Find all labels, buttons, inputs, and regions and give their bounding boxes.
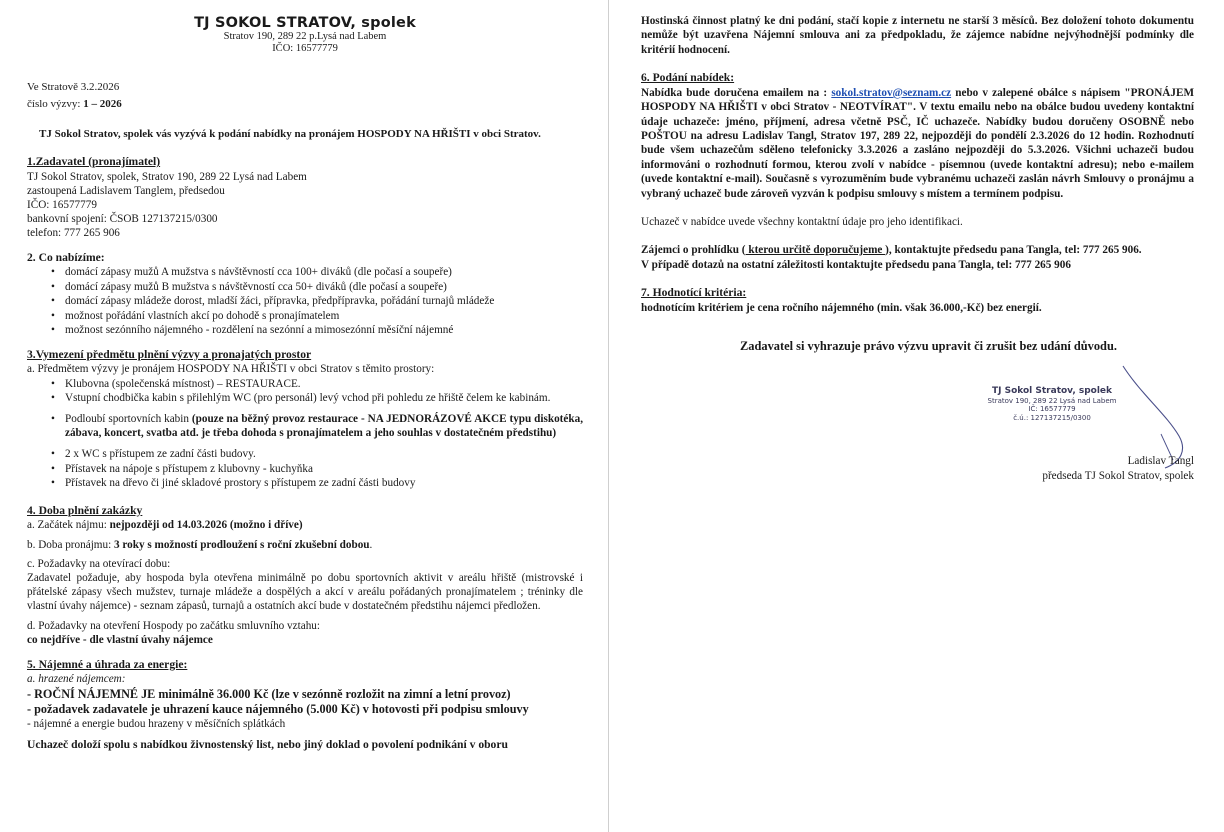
email-link[interactable]: sokol.stratov@seznam.cz [831, 86, 952, 99]
list-item: • možnost pořádání vlastních akcí po dohodě s pronajímatelem [51, 309, 583, 324]
list-item: • Přístavek na dřevo či jiné skladové prostory s přístupem ze zadní části budovy [51, 476, 583, 491]
s4-c-label: c. Požadavky na otevírací dobu: [27, 557, 171, 570]
s4-b-value: 3 roky s možností prodloužení s roční zkušební dobou [114, 538, 370, 551]
item-b-plain: Podloubí sportovních kabin [65, 412, 192, 425]
place-date: Ve Stratově 3.2.2026 [27, 80, 120, 93]
s4-b-label: b. Doba pronájmu: [27, 538, 114, 551]
meta-block [27, 79, 583, 113]
s1-line: IČO: 16577779 [27, 198, 97, 211]
list-item: • možnost sezónního nájemného - rozdělení na sezónní a mimosezónní měsíční nájemné [51, 323, 583, 338]
s5-a-label: a. hrazené nájemcem: [27, 673, 126, 686]
signer-block [1042, 454, 1194, 483]
section-3-list-a [51, 377, 583, 406]
stamp-name: TJ Sokol Stratov, spolek [991, 386, 1113, 396]
s4-c-text: Zadavatel požaduje, aby hospoda byla otevřena minimálně po dobu sportovních aktivit v areálu hřiště (mistrovské i přátelské zápasy všech mužstev, turnaje mládeže a dospělých a akcí v areálu pořádaných pronajímatelem ; tréninky dle vlastní úvahy nájemce) - seznam zápasů, turnajů a ostatních akcí bude v dostatečném předstihu nájemci předložen. [27, 571, 583, 613]
section-3-title-text: 3.Vymezení předmětu plnění výzvy a pronajatých prostor [27, 347, 312, 361]
stamp-ic: IČ: 16577779 [1028, 405, 1076, 414]
s4-a-line [27, 518, 583, 532]
continuation-text: Hostinská činnost platný ke dni podání, stačí kopie z internetu ne starší 3 měsíců. Bez doložení tohoto dokumentu nemůže být uzavřena Nájemní smlouva ani za předpokladu, že zájemce nabídne nejvýhodnější podmínky dle kritérií hodnocení. [641, 15, 1194, 56]
list-item: • Klubovna (společenská místnost) – RESTAURACE. [51, 377, 583, 392]
reservation-statement: Zadavatel si vyhrazuje právo výzvu upravit či zrušit bez udání důvodu. [740, 339, 1117, 354]
item-b-bold: (pouze na běžný provoz restaurace - NA JEDNORÁZOVÉ AKCE typu diskotéka, zábava, koncert, svatba atd. je třeba dohoda s pronajímatelem a jeho souhlas v dostatečném předstihu) [65, 412, 583, 440]
s4-b-line [27, 538, 583, 552]
s5-line-1: - ROČNÍ NÁJEMNÉ JE minimálně 36.000 Kč (lze v sezónně rozložit na zimní a letní provoz) [27, 686, 511, 701]
section-2-list [51, 265, 583, 338]
section-1-title-text: 1.Zadavatel (pronajímatel) [27, 155, 161, 168]
visit-post: ), kontaktujte předsedu pana Tangla, tel: 777 265 906. [885, 244, 1142, 257]
org-name: TJ SOKOL STRATOV, spolek [194, 15, 416, 31]
section-4-title [27, 504, 583, 519]
call-number: 1 – 2026 [83, 97, 122, 110]
visit-line [641, 243, 1194, 257]
contact-note: Uchazeč v nabídce uvede všechny kontaktní údaje pro jeho identifikaci. [641, 215, 963, 228]
s4-d-value: co nejdříve - dle vlastní úvahy nájemce [27, 633, 213, 646]
s1-line: telefon: 777 265 906 [27, 227, 120, 240]
section-5-title-text: 5. Nájemné a úhrada za energie: [27, 657, 188, 671]
visit-underlined: kterou určitě doporučujeme [745, 244, 886, 257]
organization-stamp [987, 386, 1117, 422]
call-label: číslo výzvy: [27, 97, 84, 110]
visit-pre: Zájemci o prohlídku ( [641, 244, 746, 257]
section-6-title [641, 71, 1194, 86]
s5-line-2: - požadavek zadavatele je uhrazení kauce nájemného (5.000 Kč) v hotovosti při podpisu smlouvy [27, 701, 529, 716]
s4-b-tail: . [369, 538, 373, 551]
section-5-title [27, 658, 583, 673]
left-page [27, 14, 583, 752]
s1-line: TJ Sokol Stratov, spolek, Stratov 190, 289 22 Lysá nad Labem [27, 170, 307, 183]
s5-line-3: - nájemné a energie budou hrazeny v měsíčních splátkách [27, 717, 286, 730]
list-item: • 2 x WC s přístupem ze zadní části budovy. [51, 447, 583, 462]
call-number-line [27, 96, 583, 113]
s1-line: bankovní spojení: ČSOB 127137215/0300 [27, 213, 218, 226]
s6-post: nebo v zalepené obálce s nápisem "PRONÁJEM HOSPODY NA HŘIŠTI v obci Stratov - NEOTVÍRAT". V textu emailu nebo na obálce budou uvedeny kontaktní údaje uchazeče: jméno, příjmení, adresa včetně PSČ, IČ uchazeče. Nabídky budou doručeny OSOBNĚ nebo POŠTOU na adresu Ladislav Tangl, Stratov 197, 289 22, nejpozději do pondělí 2.3.2026 do 12 hodin. Rozhodnutí bude všem uchazečům sděleno telefonicky 3.3.2026 a zasláno nejpozději do 5.3.2026. Všichni uchazeči budou informováni o rozhodnutí formou, kterou zvolí v nabídce - písemnou (uvede kontaktní adresu); nebo e-mailem (uvede kontaktní e-mail). Současně s vyrozuměním bude vybranému uchazeči zaslán návrh Smlouvy o pronájmu a vybraný uchazeč bude zároveň vyzván k podpisu smlouvy s místem a termínem podpisu. [641, 86, 1195, 200]
section-1-title [27, 155, 583, 170]
list-item [51, 412, 583, 441]
right-page [641, 14, 1195, 482]
section-1-body [27, 170, 583, 241]
stamp-address: Stratov 190, 289 22 Lysá nad Labem [987, 397, 1117, 405]
list-item: • domácí zápasy mládeže dorost, mladší žáci, přípravka, předpřípravka, pořádání turnajů mládeže [51, 294, 583, 309]
section-6-title-text: 6. Podání nabídek: [641, 71, 735, 85]
list-item: • Přístavek na nápoje s přístupem z klubovny - kuchyňka [51, 462, 583, 477]
section-7-title-text: 7. Hodnotící kritéria: [641, 286, 747, 300]
intro-text: TJ Sokol Stratov, spolek vás vyzývá k podání nabídky na pronájem HOSPODY NA HŘIŠTI v obci Stratov. [39, 127, 541, 140]
section-3-list-b [51, 412, 583, 441]
s4-a-label: a. Začátek nájmu: [27, 519, 110, 532]
section-3-lead: a. Předmětem výzvy je pronájem HOSPODY NA HŘIŠTI v obci Stratov s těmito prostory: [27, 363, 435, 376]
s4-a-value: nejpozději od 14.03.2026 (možno i dříve) [109, 519, 303, 532]
section-7-text: hodnotícím kritériem je cena ročního nájemného (min. však 36.000,-Kč) bez energií. [641, 301, 1042, 314]
questions-line: V případě dotazů na ostatní záležitosti kontaktujte předsedu pana Tangla, tel: 777 265 906 [641, 258, 1071, 271]
section-6-body [641, 86, 1194, 201]
list-item: • domácí zápasy mužů B mužstva s návštěvností cca 50+ diváků (dle počasí a soupeře) [51, 280, 583, 295]
s4-d-label: d. Požadavky na otevření Hospody po začátku smluvního vztahu: [27, 619, 320, 632]
s6-pre: Nabídka bude doručena emailem na : [641, 86, 832, 99]
org-ico: IČO: 16577779 [272, 42, 338, 54]
s1-line: zastoupená Ladislavem Tanglem, předsedou [27, 184, 225, 197]
page-divider [608, 0, 609, 832]
section-3-list-c [51, 447, 583, 491]
s5-closing: Uchazeč doloží spolu s nabídkou živnostenský list, nebo jiný doklad o povolení podnikání v oboru [27, 737, 508, 751]
org-address: Stratov 190, 289 22 p.Lysá nad Labem [223, 30, 387, 42]
section-4-title-text: 4. Doba plnění zakázky [27, 503, 143, 517]
section-2-title: 2. Co nabízíme: [27, 250, 105, 264]
signer-name: Ladislav Tangl [1127, 455, 1194, 467]
list-item: • Vstupní chodbička kabin s přilehlým WC (pro personál) levý vchod při pohledu ze hřiště čelem ke kabinám. [51, 391, 583, 406]
section-3-title [27, 348, 583, 363]
section-7-title [641, 286, 1194, 301]
stamp-account: č.ú.: 127137215/0300 [1013, 413, 1091, 422]
signer-role: předseda TJ Sokol Stratov, spolek [1042, 469, 1194, 482]
list-item: • domácí zápasy mužů A mužstva s návštěvností cca 100+ diváků (dle počasí a soupeře) [51, 265, 583, 280]
